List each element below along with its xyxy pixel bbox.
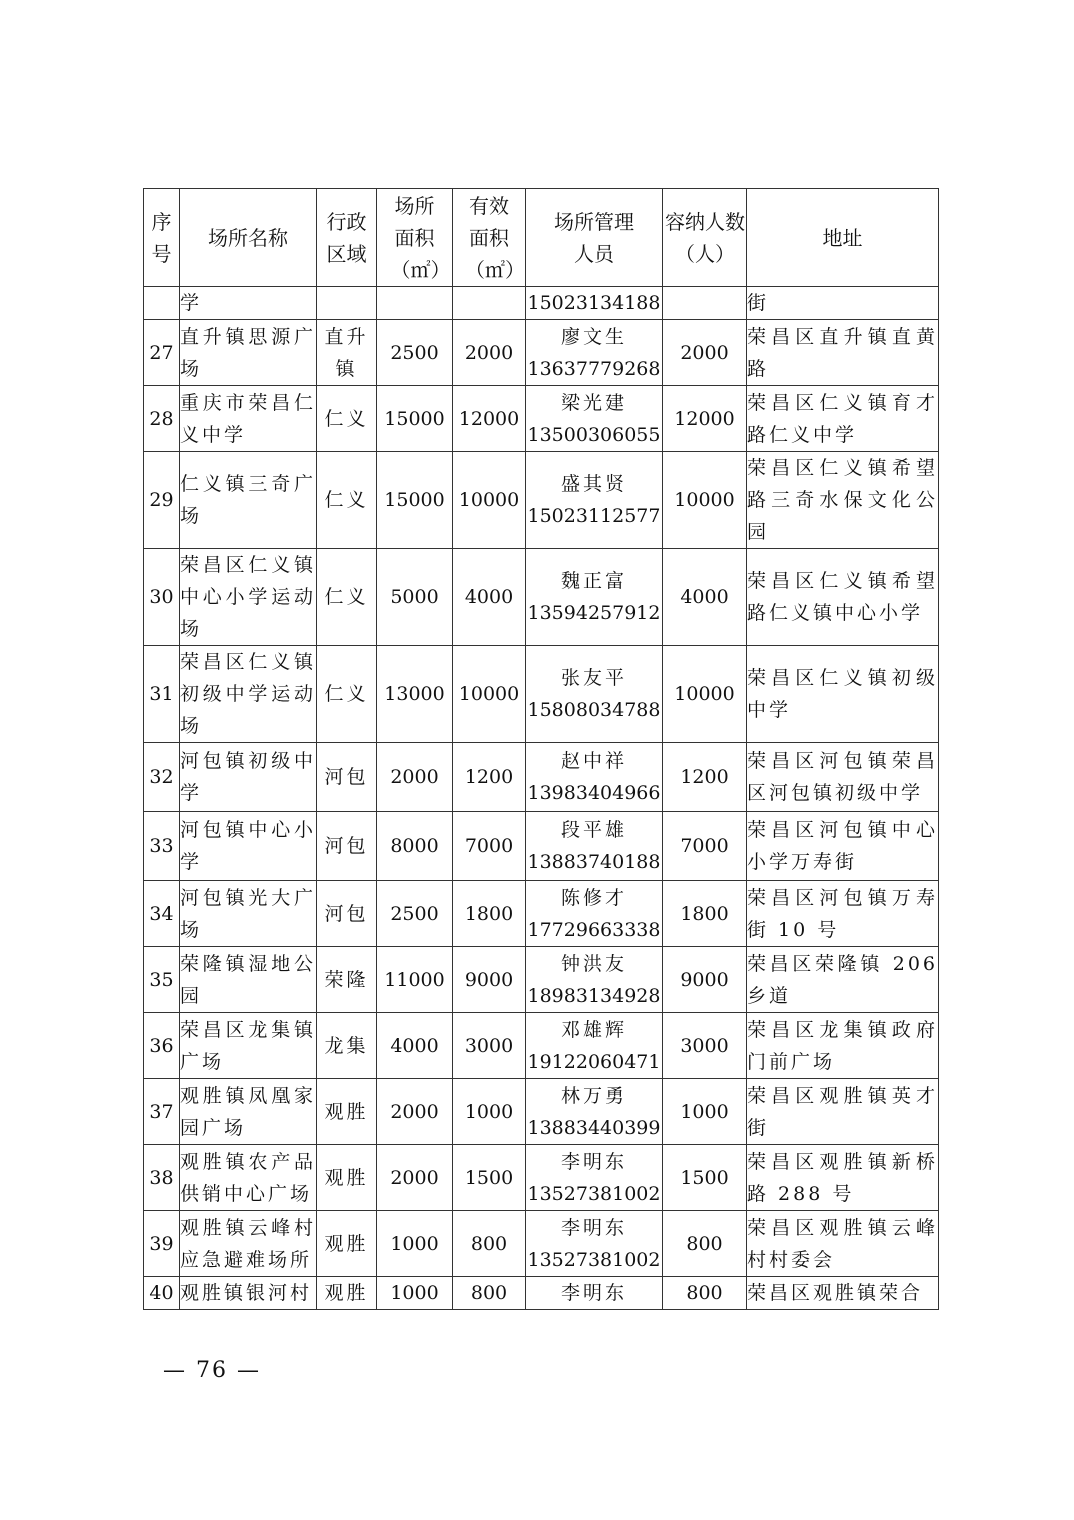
manager-cell <box>526 1277 663 1310</box>
area-cell: 2000 <box>377 743 453 812</box>
address-cell: 荣昌区直升镇直黄路 <box>747 320 939 386</box>
site-name-cell: 观胜镇云峰村应急避难场所 <box>180 1211 317 1277</box>
address-cell: 荣昌区荣隆镇 206 乡道 <box>747 947 939 1013</box>
manager-name: 林万勇 <box>560 1084 627 1107</box>
effective-area-cell <box>453 287 526 320</box>
manager-cell <box>526 1013 663 1079</box>
manager-cell <box>526 287 663 320</box>
district-cell: 河包 <box>317 743 377 812</box>
effective-area-cell: 7000 <box>453 812 526 881</box>
address-cell: 荣昌区观胜镇英才街 <box>747 1079 939 1145</box>
area-cell: 2000 <box>377 1145 453 1211</box>
address-cell: 荣昌区河包镇荣昌区河包镇初级中学 <box>747 743 939 812</box>
manager-name: 盛其贤 <box>560 473 627 495</box>
table-row <box>144 1079 939 1145</box>
effective-area-cell: 1500 <box>453 1145 526 1211</box>
manager-phone: 13594257912 <box>527 602 661 624</box>
capacity-cell: 10000 <box>663 452 747 549</box>
table-row <box>144 1277 939 1310</box>
table-row <box>144 646 939 743</box>
capacity-cell: 10000 <box>663 646 747 743</box>
manager-cell <box>526 452 663 549</box>
table-row <box>144 452 939 549</box>
header-area: 场所面积（㎡） <box>377 189 453 287</box>
effective-area-cell: 9000 <box>453 947 526 1013</box>
row-id-cell: 35 <box>144 947 180 1013</box>
row-id-cell: 32 <box>144 743 180 812</box>
shelter-table <box>143 188 939 1310</box>
manager-phone: 13500306055 <box>527 423 661 446</box>
capacity-cell: 7000 <box>663 812 747 881</box>
effective-area-cell: 1000 <box>453 1079 526 1145</box>
manager-name: 张友平 <box>560 667 627 689</box>
table-row <box>144 386 939 452</box>
address-cell: 荣昌区观胜镇荣合 <box>747 1277 939 1310</box>
row-id-cell: 38 <box>144 1145 180 1211</box>
capacity-cell: 4000 <box>663 549 747 646</box>
manager-name: 赵中祥 <box>560 750 627 772</box>
manager-phone: 15023134188 <box>527 292 661 314</box>
row-id-cell: 29 <box>144 452 180 549</box>
manager-name: 陈修才 <box>560 886 627 909</box>
capacity-cell: 2000 <box>663 320 747 386</box>
manager-name: 魏正富 <box>560 570 627 592</box>
site-name-cell: 荣隆镇湿地公园 <box>180 947 317 1013</box>
row-id-cell: 37 <box>144 1079 180 1145</box>
area-cell: 1000 <box>377 1211 453 1277</box>
site-name-cell: 观胜镇农产品供销中心广场 <box>180 1145 317 1211</box>
effective-area-cell: 3000 <box>453 1013 526 1079</box>
manager-cell <box>526 812 663 881</box>
table-row <box>144 881 939 947</box>
header-row <box>144 189 939 287</box>
manager-cell <box>526 947 663 1013</box>
area-cell <box>377 287 453 320</box>
capacity-cell: 800 <box>663 1277 747 1310</box>
district-cell: 仁义 <box>317 646 377 743</box>
district-cell: 仁义 <box>317 549 377 646</box>
area-cell: 2500 <box>377 320 453 386</box>
address-cell: 荣昌区仁义镇希望路三奇水保文化公园 <box>747 452 939 549</box>
address-cell: 街 <box>747 287 939 320</box>
header-capacity: 容纳人数（人） <box>663 189 747 287</box>
area-cell: 1000 <box>377 1277 453 1310</box>
capacity-cell: 1500 <box>663 1145 747 1211</box>
manager-cell <box>526 320 663 386</box>
capacity-cell: 1800 <box>663 881 747 947</box>
district-cell: 观胜 <box>317 1277 377 1310</box>
header-manager: 场所管理人员 <box>526 189 663 287</box>
table-row <box>144 947 939 1013</box>
address-cell: 荣昌区河包镇万寿街 10 号 <box>747 881 939 947</box>
header-id: 序号 <box>144 189 180 287</box>
address-cell: 荣昌区仁义镇希望路仁义镇中心小学 <box>747 549 939 646</box>
row-id-cell: 33 <box>144 812 180 881</box>
site-name-cell: 河包镇初级中学 <box>180 743 317 812</box>
manager-name: 李明东 <box>560 1282 627 1304</box>
area-cell: 2000 <box>377 1079 453 1145</box>
district-cell: 观胜 <box>317 1211 377 1277</box>
manager-phone: 13527381002 <box>527 1248 661 1271</box>
effective-area-cell: 800 <box>453 1277 526 1310</box>
header-district: 行政区域 <box>317 189 377 287</box>
page-number: — 76 — <box>163 1358 261 1383</box>
table-row <box>144 1013 939 1079</box>
manager-name: 梁光建 <box>560 391 627 414</box>
area-cell: 15000 <box>377 452 453 549</box>
table-row <box>144 812 939 881</box>
manager-phone: 13527381002 <box>527 1182 661 1205</box>
table-row <box>144 549 939 646</box>
capacity-cell: 1000 <box>663 1079 747 1145</box>
manager-cell <box>526 646 663 743</box>
address-cell: 荣昌区河包镇中心小学万寿街 <box>747 812 939 881</box>
area-cell: 11000 <box>377 947 453 1013</box>
header-effective-area: 有效面积（㎡） <box>453 189 526 287</box>
row-id-cell: 30 <box>144 549 180 646</box>
address-cell: 荣昌区仁义镇育才路仁义中学 <box>747 386 939 452</box>
district-cell: 直升镇 <box>317 320 377 386</box>
manager-phone: 19122060471 <box>527 1050 661 1073</box>
manager-phone: 18983134928 <box>527 984 661 1007</box>
effective-area-cell: 12000 <box>453 386 526 452</box>
site-name-cell: 观胜镇银河村 <box>180 1277 317 1310</box>
manager-cell <box>526 386 663 452</box>
capacity-cell: 3000 <box>663 1013 747 1079</box>
effective-area-cell: 10000 <box>453 646 526 743</box>
row-id-cell: 40 <box>144 1277 180 1310</box>
manager-phone: 17729663338 <box>527 918 661 941</box>
address-cell: 荣昌区仁义镇初级中学 <box>747 646 939 743</box>
site-name-cell: 荣昌区仁义镇初级中学运动场 <box>180 646 317 743</box>
district-cell: 仁义 <box>317 452 377 549</box>
effective-area-cell: 800 <box>453 1211 526 1277</box>
site-name-cell: 河包镇光大广场 <box>180 881 317 947</box>
row-id-cell <box>144 287 180 320</box>
table-row <box>144 1145 939 1211</box>
effective-area-cell: 4000 <box>453 549 526 646</box>
district-cell: 仁义 <box>317 386 377 452</box>
address-cell: 荣昌区观胜镇云峰村村委会 <box>747 1211 939 1277</box>
row-id-cell: 36 <box>144 1013 180 1079</box>
district-cell: 荣隆 <box>317 947 377 1013</box>
site-name-cell: 直升镇思源广场 <box>180 320 317 386</box>
table-row <box>144 320 939 386</box>
header-address: 地址 <box>747 189 939 287</box>
row-id-cell: 39 <box>144 1211 180 1277</box>
site-name-cell: 学 <box>180 287 317 320</box>
capacity-cell: 9000 <box>663 947 747 1013</box>
manager-phone: 15808034788 <box>527 699 661 721</box>
site-name-cell: 重庆市荣昌仁义中学 <box>180 386 317 452</box>
manager-cell <box>526 743 663 812</box>
effective-area-cell: 10000 <box>453 452 526 549</box>
address-cell: 荣昌区龙集镇政府门前广场 <box>747 1013 939 1079</box>
district-cell: 观胜 <box>317 1079 377 1145</box>
manager-cell <box>526 549 663 646</box>
effective-area-cell: 1800 <box>453 881 526 947</box>
district-cell <box>317 287 377 320</box>
area-cell: 2500 <box>377 881 453 947</box>
manager-cell <box>526 881 663 947</box>
manager-name: 邓雄辉 <box>560 1018 627 1041</box>
row-id-cell: 28 <box>144 386 180 452</box>
manager-phone: 13983404966 <box>527 782 661 804</box>
site-name-cell: 荣昌区龙集镇广场 <box>180 1013 317 1079</box>
manager-cell <box>526 1079 663 1145</box>
district-cell: 龙集 <box>317 1013 377 1079</box>
table-row <box>144 743 939 812</box>
site-name-cell: 河包镇中心小学 <box>180 812 317 881</box>
area-cell: 5000 <box>377 549 453 646</box>
manager-phone: 13883440399 <box>527 1116 661 1139</box>
site-name-cell: 观胜镇凤凰家园广场 <box>180 1079 317 1145</box>
site-name-cell: 仁义镇三奇广场 <box>180 452 317 549</box>
header-name: 场所名称 <box>180 189 317 287</box>
effective-area-cell: 1200 <box>453 743 526 812</box>
row-id-cell: 31 <box>144 646 180 743</box>
manager-name: 段平雄 <box>560 819 627 841</box>
district-cell: 河包 <box>317 881 377 947</box>
manager-cell <box>526 1211 663 1277</box>
effective-area-cell: 2000 <box>453 320 526 386</box>
district-cell: 河包 <box>317 812 377 881</box>
area-cell: 13000 <box>377 646 453 743</box>
manager-name: 李明东 <box>560 1150 627 1173</box>
capacity-cell: 1200 <box>663 743 747 812</box>
manager-phone: 13883740188 <box>527 851 661 873</box>
address-cell: 荣昌区观胜镇新桥路 288 号 <box>747 1145 939 1211</box>
site-name-cell: 荣昌区仁义镇中心小学运动场 <box>180 549 317 646</box>
manager-name: 钟洪友 <box>560 952 627 975</box>
manager-name: 李明东 <box>560 1216 627 1239</box>
area-cell: 15000 <box>377 386 453 452</box>
area-cell: 4000 <box>377 1013 453 1079</box>
capacity-cell: 800 <box>663 1211 747 1277</box>
table-row <box>144 1211 939 1277</box>
capacity-cell <box>663 287 747 320</box>
manager-cell <box>526 1145 663 1211</box>
manager-name: 廖文生 <box>560 325 627 348</box>
manager-phone: 15023112577 <box>527 505 661 527</box>
table-body <box>144 287 939 1310</box>
row-id-cell: 34 <box>144 881 180 947</box>
row-id-cell: 27 <box>144 320 180 386</box>
district-cell: 观胜 <box>317 1145 377 1211</box>
manager-phone: 13637779268 <box>527 357 661 380</box>
table-row <box>144 287 939 320</box>
capacity-cell: 12000 <box>663 386 747 452</box>
area-cell: 8000 <box>377 812 453 881</box>
